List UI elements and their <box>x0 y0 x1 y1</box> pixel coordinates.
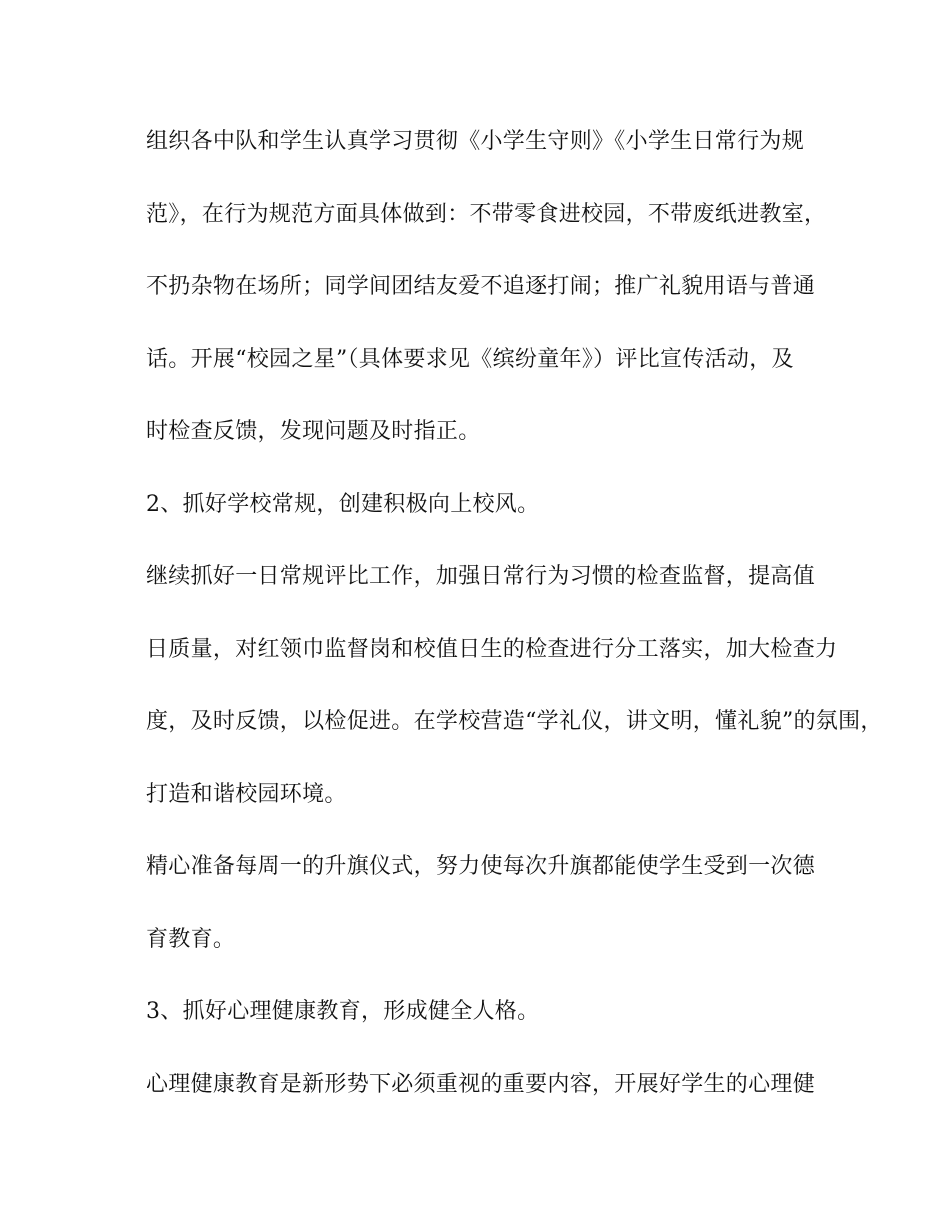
text-line-2: 范》，在行为规范方面具体做到：不带零食进校园，不带废纸进教室， <box>146 201 827 227</box>
text-line-11: 精心准备每周一的升旗仪式，努力使每次升旗都能使学生受到一次德 <box>146 854 816 879</box>
text-line-10: 打造和谐校园环境。 <box>146 781 347 807</box>
text-line-7: 继续抓好一日常规评比工作，加强日常行为习惯的检查监督，提高值 <box>146 564 816 589</box>
section-heading-2: 2、抓好学校常规，创建积极向上校风。 <box>146 491 540 517</box>
text-line-5: 时检查反馈，发现问题及时指正。 <box>146 419 481 444</box>
text-line-9: 度，及时反馈，以检促进。在学校营造“学礼仪，讲文明，懂礼貌”的氛围， <box>146 709 883 734</box>
text-line-12: 育教育。 <box>146 926 236 952</box>
text-line-3: 不扔杂物在场所；同学间团结友爱不追逐打闹；推广礼貌用语与普通 <box>146 274 816 299</box>
section-heading-3: 3、抓好心理健康教育，形成健全人格。 <box>146 999 540 1024</box>
document-body <box>146 114 883 1129</box>
text-line-4: 话。开展“校园之星”（具体要求见《缤纷童年》）评比宣传活动，及 <box>146 346 794 372</box>
text-line-8: 日质量，对红领巾监督岗和校值日生的检查进行分工落实，加大检查力 <box>146 636 838 662</box>
text-line-1: 组织各中队和学生认真学习贯彻《小学生守则》《小学生日常行为规 <box>146 129 805 154</box>
text-line-14: 心理健康教育是新形势下必须重视的重要内容，开展好学生的心理健 <box>146 1071 816 1097</box>
